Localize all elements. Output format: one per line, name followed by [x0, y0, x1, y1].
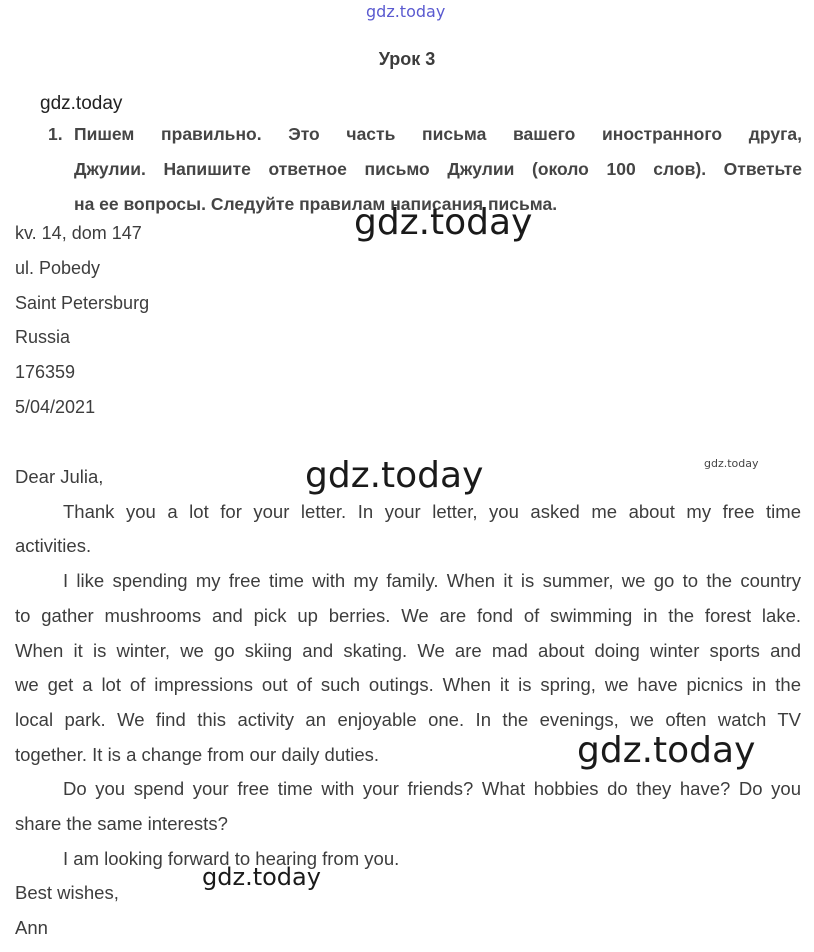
task-line-3: на ее вопросы. Следуйте правилам написания письма.	[74, 194, 558, 214]
task-number: 1.	[48, 124, 63, 144]
watermark-small-left: gdz.today	[40, 93, 123, 114]
watermark-bottom: gdz.today	[202, 863, 321, 891]
letter-line: When it is winter, we go skiing and skating. We are mad about doing winter sports and	[15, 639, 801, 661]
task-line-1: Пишем правильно. Это часть письма вашего иностранного друга,	[74, 124, 802, 144]
letter-line: activities.	[15, 535, 92, 557]
letter-line: I am looking forward to hearing from you.	[63, 847, 400, 869]
letter-line: share the same interests?	[15, 813, 228, 835]
letter-body	[15, 460, 801, 946]
address-line-date: 5/04/2021	[15, 396, 96, 417]
lesson-title: Урок 3	[378, 49, 436, 69]
watermark-top: gdz.today	[366, 2, 446, 21]
sender-address	[15, 216, 149, 425]
address-line-street: ul. Pobedy	[15, 257, 101, 278]
watermark-large-1: gdz.today	[354, 202, 533, 243]
letter-line: local park. We find this activity an enjoyable one. In the evenings, we often watch TV	[15, 708, 801, 730]
watermark-tiny-right: gdz.today	[704, 457, 759, 470]
letter-line: together. It is a change from our daily duties.	[15, 743, 380, 765]
letter-line: we get a lot of impressions out of such outings. When it is spring, we have picnics in the	[15, 674, 801, 696]
address-line-city: Saint Petersburg	[15, 292, 150, 313]
address-line-country: Russia	[15, 327, 71, 348]
letter-line: Do you spend your free time with your friends? What hobbies do they have? Do you	[63, 778, 801, 800]
letter-line: Thank you a lot for your letter. In your letter, you asked me about my free time	[63, 500, 801, 522]
letter-line: to gather mushrooms and pick up berries. We are fond of swimming in the forest lake.	[15, 604, 801, 626]
watermark-large-3: gdz.today	[577, 730, 756, 771]
watermark-large-2: gdz.today	[305, 455, 484, 496]
letter-line: I like spending my free time with my family. When it is summer, we go to the country	[63, 570, 801, 592]
task-line-2: Джулии. Напишите ответное письмо Джулии (около 100 слов). Ответьте	[74, 159, 802, 179]
letter-signature: Ann	[15, 917, 48, 939]
letter-greeting: Dear Julia,	[15, 466, 104, 487]
address-line-flat: kv. 14, dom 147	[15, 223, 142, 243]
letter-closing: Best wishes,	[15, 882, 119, 904]
address-line-postcode: 176359	[15, 362, 76, 383]
